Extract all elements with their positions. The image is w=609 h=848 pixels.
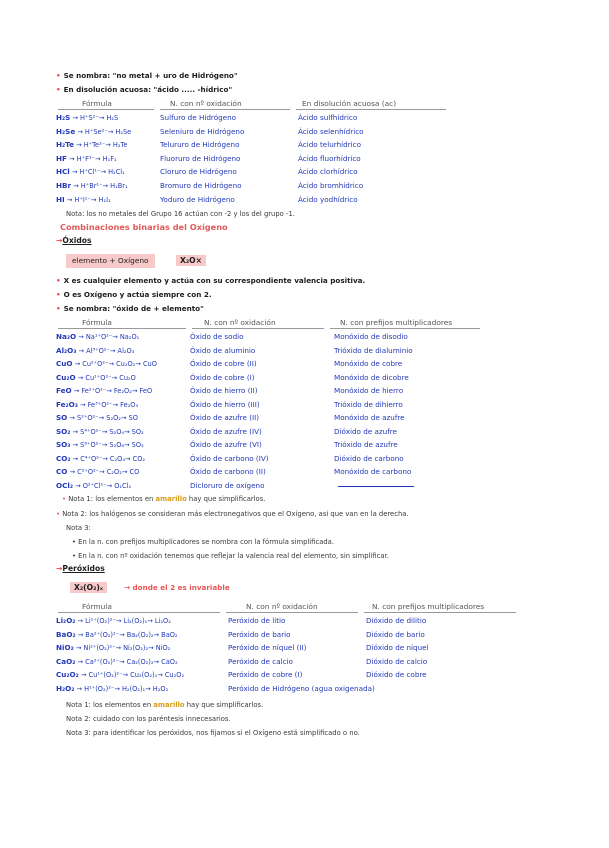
name-cell: Peróxido de cobre (I) [228,670,303,679]
formula-symbol: H₂O₂ [56,683,75,693]
name-cell: Peróxido de Hidrógeno (agua oxigenada) [228,683,375,693]
formula-derivation: → H⁺Te²⁻→ H₂Te [74,141,128,150]
table-row [0,139,609,151]
formula-symbol: Fe₂O₃ [56,399,78,409]
table-row [0,385,609,397]
name-cell-alt: Dióxido de azufre [334,426,397,436]
formula-derivation: → C²⁺O²⁻→ C₂O₂→ CO [67,468,140,476]
bullet-o: • O es Oxígeno y actúa siempre con 2. [56,290,212,299]
formula-derivation: → H⁺S²⁻→ H₂S [70,114,119,122]
formula-cell [56,656,178,668]
header-rule [330,328,480,329]
subsection-oxidos: →Óxidos [56,236,92,245]
name-cell-alt: Dióxido de calcio [366,656,428,666]
name-cell-alt: Monóxido de hierro [334,386,404,395]
section-title-oxigeno: Combinaciones binarias del Oxígeno [60,222,228,232]
formula-symbol: CO₂ [56,453,71,463]
name-cell: Óxido de carbono (IV) [190,453,269,463]
formula-cell [56,669,184,681]
table-row [0,642,609,654]
name-cell-alt: Dióxido de níquel [366,643,429,652]
formula-cell [56,358,157,370]
formula-cell [56,412,138,424]
formula-derivation: → H¹⁺(O₂)²⁻→ H₂(O₂)₁→ H₂O₂ [74,684,169,693]
formula-cell [56,453,145,465]
name-cell: Óxido de hierro (II) [190,386,258,395]
formula-derivation: → Fe³⁺O²⁻→ Fe₂O₃ [77,400,139,409]
table-row [0,453,609,465]
header-rule [58,328,186,329]
formula-symbol: Na₂O [56,332,77,341]
hidruros-note: Nota: los no metales del Grupo 16 actúan con -2 y los del grupo -1. [66,210,295,218]
formula-symbol: CaO₂ [56,656,76,666]
bullet-x: • X es cualquier elemento y actúa con su correspondiente valencia positiva. [56,276,366,285]
table-row [0,439,609,451]
formula-symbol: HF [56,153,67,163]
formula-symbol: SO₂ [56,426,71,436]
col-header-oxidacion: N. con nº oxidación [170,99,242,108]
formula-derivation: → S⁶⁺O²⁻→ S₂O₆→ SO₃ [70,441,144,449]
name-cell-alt: Ácido yodhídrico [298,194,358,204]
col-header-acuosa: En disolución acuosa (ac) [302,99,397,108]
name-cell: Sulfuro de Hidrógeno [160,113,237,122]
name-cell: Seleniuro de Hidrógeno [160,126,245,136]
formula-cell [56,426,144,438]
table-row [0,112,609,124]
formula-symbol: SO [56,413,68,422]
peroxidos-formula: X₂(O₂)ₓ [70,582,107,594]
formula-derivation: → O²⁺Cl¹⁻→ O₁Cl₂ [73,481,132,490]
formula-symbol: HI [56,194,65,204]
name-cell: Óxido de cobre (I) [190,372,255,382]
formula-derivation: → H⁺I¹⁻→ H₁I₁ [64,195,111,204]
formula-symbol: HCl [56,167,70,177]
header-rule [296,109,446,110]
formula-cell [56,372,136,384]
table-row [0,194,609,206]
peroxidos-nota2: Nota 2: cuidado con los paréntesis innecesarios. [66,715,231,723]
name-cell-alt: Monóxido de cobre [334,359,403,368]
name-cell: Óxido de azufre (II) [190,413,260,422]
col-header-formula: Fórmula [82,318,112,327]
name-cell: Óxido de cobre (II) [190,359,257,368]
name-cell-alt: Dióxido de carbono [334,453,404,463]
name-cell: Peróxido de níquel (II) [228,643,307,652]
name-cell-alt: Ácido sulfhídrico [298,113,358,122]
formula-cell [56,194,111,206]
name-cell: Fluoruro de Hidrógeno [160,153,241,163]
amarillo-word: amarillo [155,495,187,503]
name-cell-alt: Trióxido de dihierro [334,399,403,409]
formula-cell [56,180,128,192]
peroxidos-nota3: Nota 3: para identificar los peróxidos, nos fijamos si el Oxígeno está simplificado o no. [66,729,360,737]
name-cell: Óxido de hierro (III) [190,399,260,409]
formula-derivation: → S⁴⁺O²⁻→ S₂O₄→ SO₂ [70,427,144,436]
formula-derivation: → S²⁺O²⁻→ S₂O₂→ SO [67,414,138,422]
formula-cell [56,615,171,627]
table-row [0,126,609,138]
table-row [0,412,609,424]
oxidos-nota3: Nota 3: [66,524,91,532]
bullet-se-nombra: • Se nombra: "no metal + uro de Hidrógeno" [56,71,238,80]
formula-cell [56,345,134,357]
name-cell-alt: Ácido bromhídrico [298,181,364,190]
name-cell: Cloruro de Hidrógeno [160,167,237,177]
header-rule [160,109,290,110]
formula-derivation: → Ni²⁺(O₂)²⁻→ Ni₂(O₂)₂→ NiO₂ [73,644,171,652]
table-row [0,331,609,343]
formula-derivation: → Cu¹⁺(O₂)²⁻→ Cu₂(O₂)₁→ Cu₂O₂ [78,671,185,679]
table-row [0,615,609,627]
name-cell: Peróxido de bario [228,629,291,639]
col-header-formula: Fórmula [82,99,112,108]
formula-cell [56,439,144,451]
table-row [0,345,609,357]
formula-symbol: Li₂O₂ [56,616,76,625]
table-row [0,166,609,178]
col-header-oxidacion: N. con nº oxidación [246,602,318,611]
table-row [0,153,609,165]
name-cell: Óxido de aluminio [190,345,256,355]
formula-derivation: → Fe²⁺O²⁻→ Fe₂O₂→ FeO [71,387,153,395]
oxidos-nota2: • Nota 2: los halógenos se consideran más electronegativos que el Oxígeno, así que van en la derecha. [56,510,409,518]
formula-cell [56,480,131,492]
oxidos-nota3a: • En la n. con prefijos multiplicadores se nombra con la fórmula simplificada. [72,538,334,546]
formula-symbol: Al₂O₃ [56,345,77,355]
table-row [0,480,609,492]
name-cell: Bromuro de Hidrógeno [160,181,242,190]
name-cell-alt: Dióxido de bario [366,629,425,639]
formula-derivation: → C⁴⁺O²⁻→ C₂O₄→ CO₂ [70,454,146,463]
formula-derivation: → Ca²⁺(O₂)²⁻→ Ca₂(O₂)₂→ CaO₂ [75,657,178,666]
col-header-prefijos: N. con prefijos multiplicadores [372,602,485,611]
name-cell-alt: Ácido clorhídrico [298,167,358,177]
formula-cell [56,153,117,165]
header-rule [226,612,358,613]
table-row [0,426,609,438]
table-row [0,629,609,641]
formula-symbol: CuO [56,359,73,368]
table-row [0,683,609,695]
col-header-prefijos: N. con prefijos multiplicadores [340,318,453,327]
formula-cell [56,112,118,124]
name-cell: Peróxido de litio [228,616,286,625]
col-header-oxidacion: N. con nº oxidación [204,318,276,327]
formula-cell [56,139,127,151]
formula-symbol: BaO₂ [56,629,76,639]
bullet-disolucion: • En disolución acuosa: "ácido ..... -hídrico" [56,85,233,94]
name-cell-alt: Trióxido de dialuminio [334,345,413,355]
formula-symbol: OCl₂ [56,480,73,490]
amarillo-word: amarillo [153,701,185,709]
empty-cell-line [338,486,414,487]
name-cell: Óxido de azufre (IV) [190,426,262,436]
formula-symbol: CO [56,467,68,476]
formula-derivation: → H⁺Cl¹⁻→ H₁Cl₁ [69,168,125,177]
formula-symbol: Cu₂O₂ [56,670,79,679]
formula-derivation: → H⁺Br¹⁻→ H₁Br₁ [71,182,128,190]
formula-symbol: FeO [56,386,72,395]
header-rule [58,612,220,613]
formula-symbol: Cu₂O [56,372,76,382]
name-cell: Yoduro de Hidrógeno [160,194,235,204]
name-cell-alt: Ácido telurhídrico [298,140,362,150]
peroxidos-cond: → donde el 2 es invariable [124,583,230,592]
table-row [0,358,609,370]
header-rule [58,109,154,110]
oxidos-nota1: • Nota 1: los elementos en amarillo hay que simplificarlos. [62,495,266,503]
formula-cell [56,466,139,478]
formula-cell [56,399,138,411]
name-cell-alt: Monóxido de dicobre [334,372,409,382]
formula-cell [56,385,152,397]
formula-derivation: → H⁺Se²⁻→ H₂Se [75,127,132,136]
col-header-formula: Fórmula [82,602,112,611]
subsection-peroxidos: →Peróxidos [56,564,105,573]
name-cell-alt: Monóxido de disodio [334,332,408,341]
formula-symbol: H₂Se [56,126,76,136]
formula-derivation: → Ba²⁺(O₂)²⁻→ Ba₂(O₂)₂→ BaO₂ [75,630,178,639]
formula-symbol: SO₃ [56,440,71,449]
formula-cell [56,629,178,641]
formula-derivation: → Li¹⁺(O₂)²⁻→ Li₂(O₂)₁→ Li₂O₂ [75,617,171,625]
formula-cell [56,683,168,695]
formula-cell [56,331,139,343]
formula-symbol: NiO₂ [56,643,74,652]
general-formula: X₂O× [176,255,206,267]
formula-symbol: H₂S [56,113,71,122]
name-cell: Peróxido de calcio [228,656,293,666]
name-cell-alt: Trióxido de azufre [334,440,398,449]
name-cell: Dicloruro de oxígeno [190,480,265,490]
peroxidos-nota1: Nota 1: los elementos en amarillo hay que simplificarlos. [66,701,264,709]
name-cell: Óxido de sodio [190,332,244,341]
table-row [0,180,609,192]
bullet-nombra: • Se nombra: "óxido de + elemento" [56,304,204,313]
name-cell: Telururo de Hidrógeno [160,140,240,150]
formula-cell [56,126,131,138]
formula-cell [56,166,125,178]
formula-cell [56,642,170,654]
name-cell: Óxido de carbono (II) [190,467,266,476]
table-row [0,669,609,681]
table-row [0,656,609,668]
formula-derivation: → Al³⁺O²⁻→ Al₂O₃ [76,346,135,355]
table-row [0,466,609,478]
name-cell-alt: Ácido fluorhídrico [298,153,361,163]
name-cell: Óxido de azufre (VI) [190,440,262,449]
formula-derivation: → H⁺F¹⁻→ H₁F₁ [66,154,117,163]
oxidos-nota3b: • En la n. con nº oxidación tenemos que reflejar la valencia real del elemento, sin simplificar. [72,552,389,560]
name-cell-alt: Monóxido de carbono [334,467,412,476]
table-row [0,399,609,411]
header-rule [192,328,324,329]
formula-derivation: → Cu²⁺O²⁻→ Cu₂O₂→ CuO [72,360,157,368]
name-cell-alt: Ácido selenhídrico [298,126,364,136]
formula-derivation: → Cu¹⁺O²⁻→ Cu₂O [75,373,136,382]
table-row [0,372,609,384]
header-rule [364,612,516,613]
formula-derivation: → Na¹⁺O²⁻→ Na₂O₁ [76,333,140,341]
formula-symbol: HBr [56,181,72,190]
name-cell-alt: Dióxido de dilitio [366,616,427,625]
name-cell-alt: Monóxido de azufre [334,413,405,422]
formula-symbol: H₂Te [56,140,74,150]
name-cell-alt: Dióxido de cobre [366,670,427,679]
formula-box: elemento + Oxígeno [66,254,155,268]
